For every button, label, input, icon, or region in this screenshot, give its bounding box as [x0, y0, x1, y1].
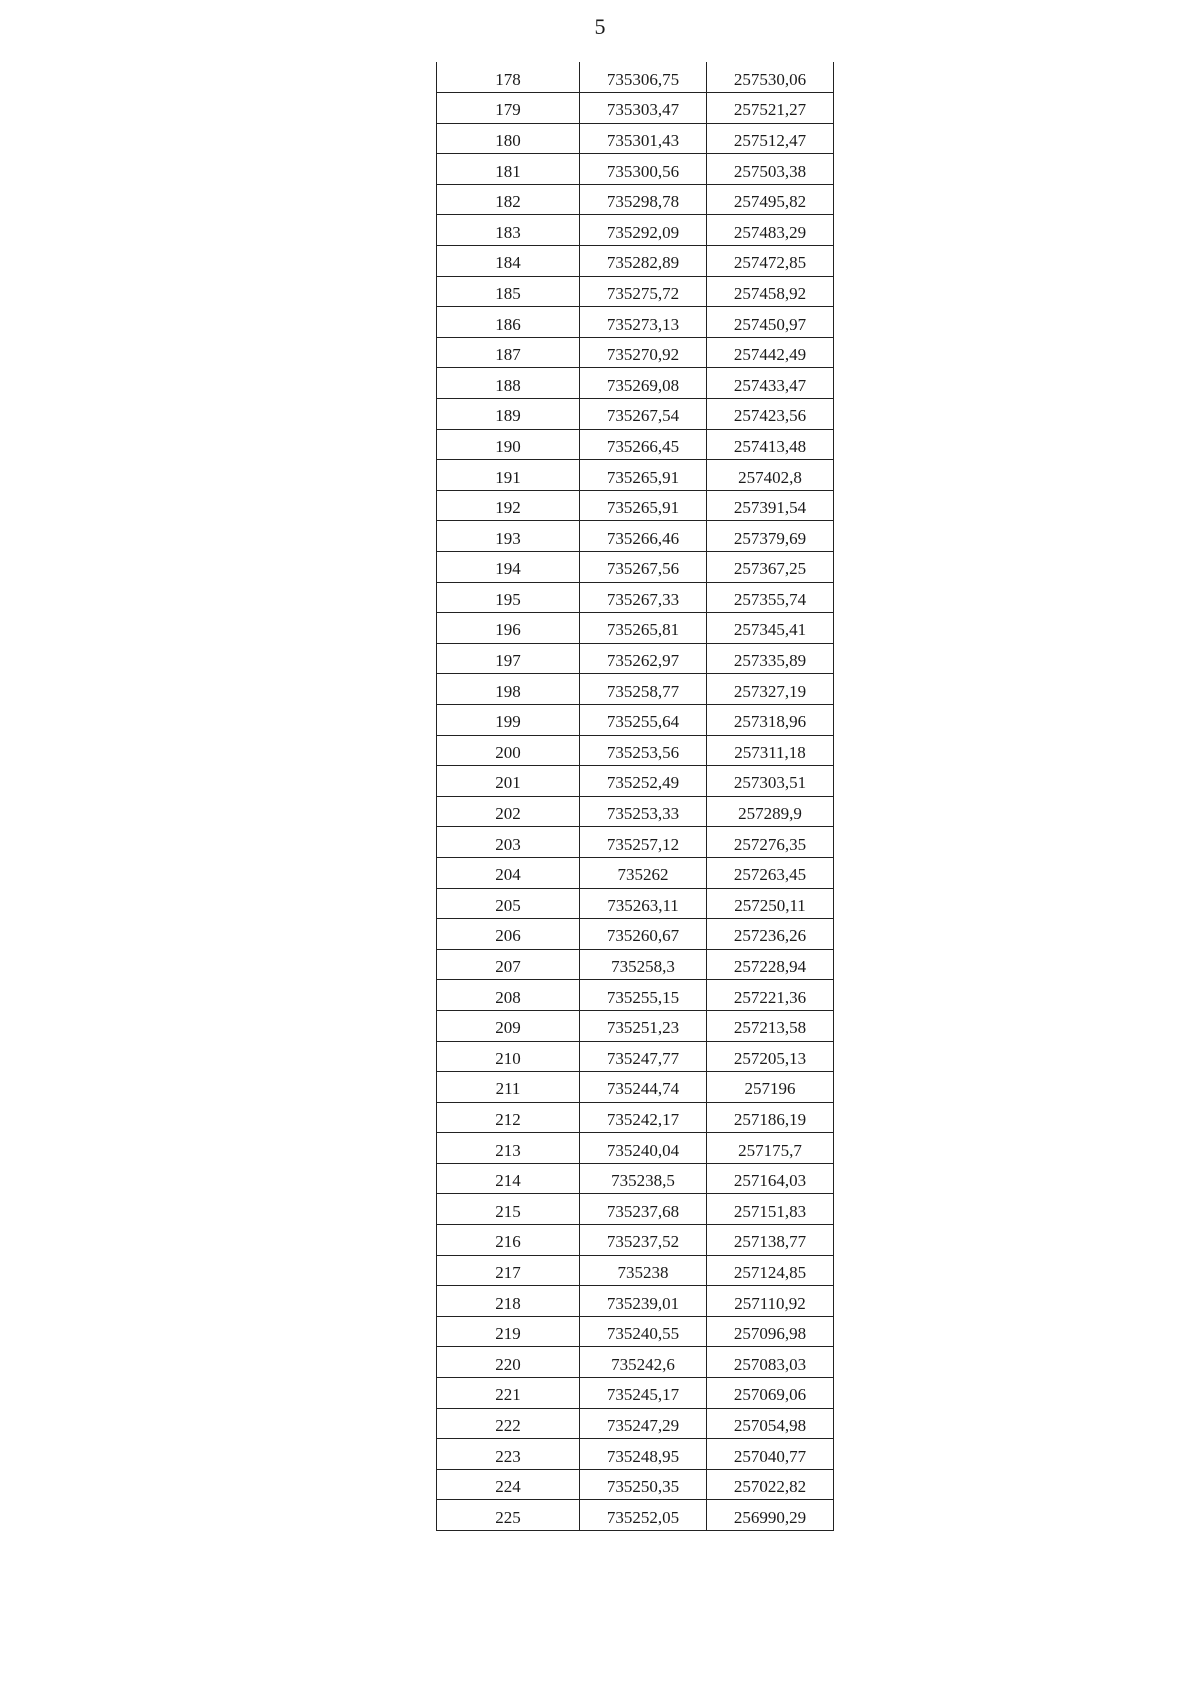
- table-row: [437, 613, 834, 644]
- table-row: [437, 307, 834, 338]
- table-row: [437, 582, 834, 613]
- table-row: [437, 796, 834, 827]
- y-coordinate-cell: 257124,85: [707, 1255, 834, 1286]
- point-number-cell: 219: [437, 1316, 580, 1347]
- point-number-cell: 181: [437, 154, 580, 185]
- point-number-cell: 208: [437, 980, 580, 1011]
- x-coordinate-cell: 735248,95: [580, 1439, 707, 1470]
- y-coordinate-cell: 257450,97: [707, 307, 834, 338]
- table-row: [437, 1439, 834, 1470]
- y-coordinate-cell: 257335,89: [707, 643, 834, 674]
- x-coordinate-cell: 735244,74: [580, 1072, 707, 1103]
- x-coordinate-cell: 735267,33: [580, 582, 707, 613]
- x-coordinate-cell: 735240,55: [580, 1316, 707, 1347]
- table-row: [437, 674, 834, 705]
- table-row: [437, 1041, 834, 1072]
- y-coordinate-cell: 257303,51: [707, 766, 834, 797]
- y-coordinate-cell: 257040,77: [707, 1439, 834, 1470]
- x-coordinate-cell: 735263,11: [580, 888, 707, 919]
- x-coordinate-cell: 735250,35: [580, 1469, 707, 1500]
- x-coordinate-cell: 735298,78: [580, 184, 707, 215]
- table-row: [437, 919, 834, 950]
- y-coordinate-cell: 257391,54: [707, 490, 834, 521]
- table-row: [437, 1408, 834, 1439]
- point-number-cell: 221: [437, 1378, 580, 1409]
- x-coordinate-cell: 735242,6: [580, 1347, 707, 1378]
- y-coordinate-cell: 257213,58: [707, 1010, 834, 1041]
- y-coordinate-cell: 257472,85: [707, 246, 834, 277]
- y-coordinate-cell: 257521,27: [707, 93, 834, 124]
- y-coordinate-cell: 257228,94: [707, 949, 834, 980]
- table-row: [437, 1163, 834, 1194]
- table-row: [437, 399, 834, 430]
- page-number: 5: [594, 14, 606, 39]
- y-coordinate-cell: 257138,77: [707, 1225, 834, 1256]
- y-coordinate-cell: 257327,19: [707, 674, 834, 705]
- y-coordinate-cell: 257512,47: [707, 123, 834, 154]
- y-coordinate-cell: 257151,83: [707, 1194, 834, 1225]
- table-row: [437, 888, 834, 919]
- y-coordinate-cell: 256990,29: [707, 1500, 834, 1531]
- point-number-cell: 210: [437, 1041, 580, 1072]
- y-coordinate-cell: 257503,38: [707, 154, 834, 185]
- point-number-cell: 184: [437, 246, 580, 277]
- x-coordinate-cell: 735260,67: [580, 919, 707, 950]
- y-coordinate-cell: 257022,82: [707, 1469, 834, 1500]
- point-number-cell: 189: [437, 399, 580, 430]
- point-number-cell: 197: [437, 643, 580, 674]
- y-coordinate-cell: 257186,19: [707, 1102, 834, 1133]
- x-coordinate-cell: 735255,15: [580, 980, 707, 1011]
- x-coordinate-cell: 735258,3: [580, 949, 707, 980]
- x-coordinate-cell: 735267,56: [580, 552, 707, 583]
- x-coordinate-cell: 735253,33: [580, 796, 707, 827]
- y-coordinate-cell: 257402,8: [707, 460, 834, 491]
- table-row: [437, 1133, 834, 1164]
- point-number-cell: 213: [437, 1133, 580, 1164]
- y-coordinate-cell: 257250,11: [707, 888, 834, 919]
- x-coordinate-cell: 735303,47: [580, 93, 707, 124]
- table-row: [437, 246, 834, 277]
- x-coordinate-cell: 735282,89: [580, 246, 707, 277]
- point-number-cell: 185: [437, 276, 580, 307]
- x-coordinate-cell: 735255,64: [580, 704, 707, 735]
- point-number-cell: 201: [437, 766, 580, 797]
- table-row: [437, 1286, 834, 1317]
- point-number-cell: 217: [437, 1255, 580, 1286]
- point-number-cell: 202: [437, 796, 580, 827]
- table-row: [437, 184, 834, 215]
- y-coordinate-cell: 257083,03: [707, 1347, 834, 1378]
- table-row: [437, 980, 834, 1011]
- table-row: [437, 1347, 834, 1378]
- x-coordinate-cell: 735247,77: [580, 1041, 707, 1072]
- point-number-cell: 186: [437, 307, 580, 338]
- x-coordinate-cell: 735252,05: [580, 1500, 707, 1531]
- table-row: [437, 1072, 834, 1103]
- y-coordinate-cell: 257355,74: [707, 582, 834, 613]
- x-coordinate-cell: 735306,75: [580, 62, 707, 93]
- table-row: [437, 460, 834, 491]
- table-row: [437, 1500, 834, 1531]
- table-row: [437, 1194, 834, 1225]
- table-row: [437, 1316, 834, 1347]
- y-coordinate-cell: 257196: [707, 1072, 834, 1103]
- x-coordinate-cell: 735257,12: [580, 827, 707, 858]
- table-row: [437, 857, 834, 888]
- point-number-cell: 190: [437, 429, 580, 460]
- x-coordinate-cell: 735239,01: [580, 1286, 707, 1317]
- y-coordinate-cell: 257054,98: [707, 1408, 834, 1439]
- point-number-cell: 223: [437, 1439, 580, 1470]
- y-coordinate-cell: 257069,06: [707, 1378, 834, 1409]
- coordinates-table: [436, 62, 834, 1531]
- x-coordinate-cell: 735270,92: [580, 337, 707, 368]
- point-number-cell: 214: [437, 1163, 580, 1194]
- point-number-cell: 222: [437, 1408, 580, 1439]
- table-row: [437, 1469, 834, 1500]
- table-row: [437, 704, 834, 735]
- point-number-cell: 205: [437, 888, 580, 919]
- x-coordinate-cell: 735292,09: [580, 215, 707, 246]
- point-number-cell: 198: [437, 674, 580, 705]
- point-number-cell: 225: [437, 1500, 580, 1531]
- y-coordinate-cell: 257483,29: [707, 215, 834, 246]
- point-number-cell: 178: [437, 62, 580, 93]
- x-coordinate-cell: 735266,46: [580, 521, 707, 552]
- x-coordinate-cell: 735265,91: [580, 490, 707, 521]
- point-number-cell: 182: [437, 184, 580, 215]
- table-row: [437, 368, 834, 399]
- table-row: [437, 766, 834, 797]
- table-row: [437, 93, 834, 124]
- y-coordinate-cell: 257345,41: [707, 613, 834, 644]
- point-number-cell: 183: [437, 215, 580, 246]
- point-number-cell: 193: [437, 521, 580, 552]
- table-row: [437, 1255, 834, 1286]
- y-coordinate-cell: 257175,7: [707, 1133, 834, 1164]
- point-number-cell: 207: [437, 949, 580, 980]
- x-coordinate-cell: 735265,91: [580, 460, 707, 491]
- table-row: [437, 827, 834, 858]
- x-coordinate-cell: 735269,08: [580, 368, 707, 399]
- point-number-cell: 215: [437, 1194, 580, 1225]
- table-row: [437, 1225, 834, 1256]
- table-row: [437, 215, 834, 246]
- point-number-cell: 187: [437, 337, 580, 368]
- point-number-cell: 199: [437, 704, 580, 735]
- x-coordinate-cell: 735238: [580, 1255, 707, 1286]
- table-row: [437, 643, 834, 674]
- table-row: [437, 1010, 834, 1041]
- point-number-cell: 224: [437, 1469, 580, 1500]
- point-number-cell: 192: [437, 490, 580, 521]
- point-number-cell: 188: [437, 368, 580, 399]
- point-number-cell: 179: [437, 93, 580, 124]
- x-coordinate-cell: 735240,04: [580, 1133, 707, 1164]
- x-coordinate-cell: 735266,45: [580, 429, 707, 460]
- x-coordinate-cell: 735275,72: [580, 276, 707, 307]
- y-coordinate-cell: 257458,92: [707, 276, 834, 307]
- y-coordinate-cell: 257205,13: [707, 1041, 834, 1072]
- table-row: [437, 429, 834, 460]
- x-coordinate-cell: 735273,13: [580, 307, 707, 338]
- x-coordinate-cell: 735301,43: [580, 123, 707, 154]
- y-coordinate-cell: 257221,36: [707, 980, 834, 1011]
- y-coordinate-cell: 257311,18: [707, 735, 834, 766]
- coordinates-table-body: [437, 62, 834, 1531]
- table-row: [437, 1102, 834, 1133]
- y-coordinate-cell: 257530,06: [707, 62, 834, 93]
- x-coordinate-cell: 735300,56: [580, 154, 707, 185]
- y-coordinate-cell: 257318,96: [707, 704, 834, 735]
- y-coordinate-cell: 257413,48: [707, 429, 834, 460]
- point-number-cell: 204: [437, 857, 580, 888]
- y-coordinate-cell: 257495,82: [707, 184, 834, 215]
- point-number-cell: 194: [437, 552, 580, 583]
- point-number-cell: 212: [437, 1102, 580, 1133]
- table-row: [437, 123, 834, 154]
- y-coordinate-cell: 257164,03: [707, 1163, 834, 1194]
- y-coordinate-cell: 257433,47: [707, 368, 834, 399]
- x-coordinate-cell: 735245,17: [580, 1378, 707, 1409]
- point-number-cell: 196: [437, 613, 580, 644]
- y-coordinate-cell: 257096,98: [707, 1316, 834, 1347]
- table-row: [437, 521, 834, 552]
- point-number-cell: 200: [437, 735, 580, 766]
- x-coordinate-cell: 735251,23: [580, 1010, 707, 1041]
- point-number-cell: 216: [437, 1225, 580, 1256]
- x-coordinate-cell: 735253,56: [580, 735, 707, 766]
- y-coordinate-cell: 257289,9: [707, 796, 834, 827]
- point-number-cell: 203: [437, 827, 580, 858]
- x-coordinate-cell: 735258,77: [580, 674, 707, 705]
- table-row: [437, 949, 834, 980]
- point-number-cell: 195: [437, 582, 580, 613]
- table-row: [437, 276, 834, 307]
- x-coordinate-cell: 735238,5: [580, 1163, 707, 1194]
- point-number-cell: 211: [437, 1072, 580, 1103]
- table-row: [437, 490, 834, 521]
- x-coordinate-cell: 735262: [580, 857, 707, 888]
- x-coordinate-cell: 735262,97: [580, 643, 707, 674]
- y-coordinate-cell: 257263,45: [707, 857, 834, 888]
- table-row: [437, 337, 834, 368]
- point-number-cell: 209: [437, 1010, 580, 1041]
- table-row: [437, 552, 834, 583]
- x-coordinate-cell: 735237,68: [580, 1194, 707, 1225]
- y-coordinate-cell: 257367,25: [707, 552, 834, 583]
- point-number-cell: 191: [437, 460, 580, 491]
- y-coordinate-cell: 257423,56: [707, 399, 834, 430]
- x-coordinate-cell: 735252,49: [580, 766, 707, 797]
- x-coordinate-cell: 735237,52: [580, 1225, 707, 1256]
- y-coordinate-cell: 257236,26: [707, 919, 834, 950]
- x-coordinate-cell: 735242,17: [580, 1102, 707, 1133]
- y-coordinate-cell: 257442,49: [707, 337, 834, 368]
- point-number-cell: 180: [437, 123, 580, 154]
- table-row: [437, 1378, 834, 1409]
- point-number-cell: 206: [437, 919, 580, 950]
- table-row: [437, 154, 834, 185]
- x-coordinate-cell: 735265,81: [580, 613, 707, 644]
- x-coordinate-cell: 735267,54: [580, 399, 707, 430]
- point-number-cell: 220: [437, 1347, 580, 1378]
- table-row: [437, 62, 834, 93]
- point-number-cell: 218: [437, 1286, 580, 1317]
- y-coordinate-cell: 257379,69: [707, 521, 834, 552]
- y-coordinate-cell: 257110,92: [707, 1286, 834, 1317]
- x-coordinate-cell: 735247,29: [580, 1408, 707, 1439]
- table-row: [437, 735, 834, 766]
- y-coordinate-cell: 257276,35: [707, 827, 834, 858]
